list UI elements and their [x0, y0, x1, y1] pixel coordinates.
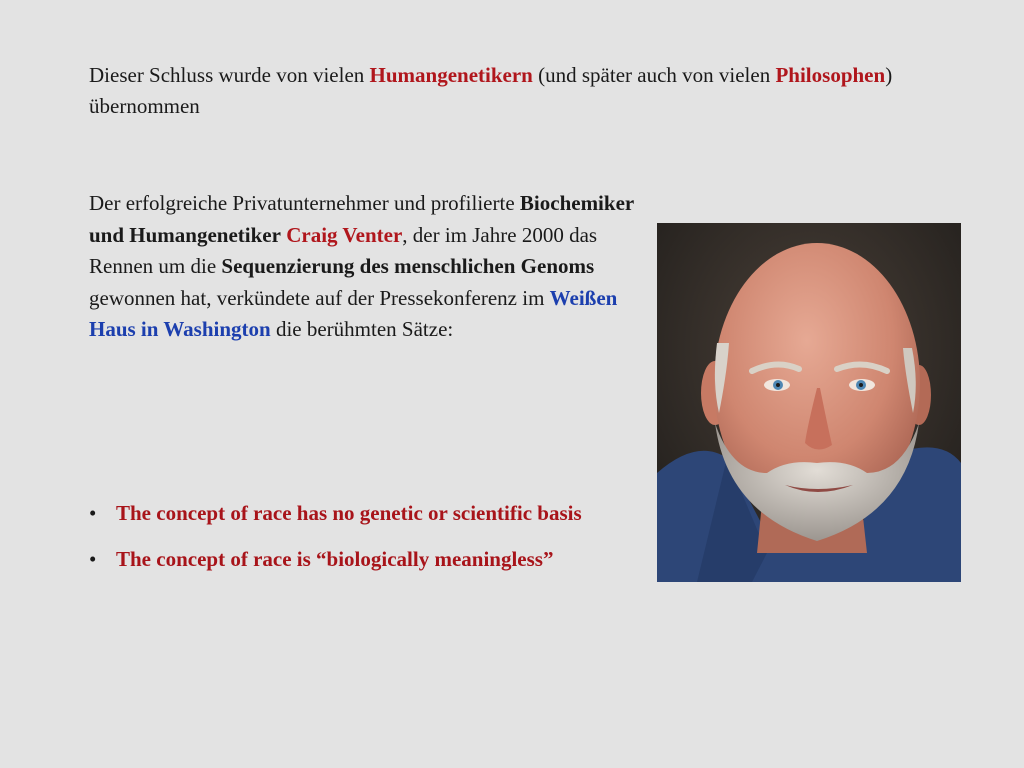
quote-item: [89, 498, 649, 529]
portrait-illustration: [657, 223, 961, 582]
intro-paragraph: [89, 60, 959, 122]
body-text-1: Der erfolgreiche Privatunternehmer und profilierte: [89, 191, 520, 215]
body-bold-biochemiker: Biochemiker und Humangenetiker: [89, 191, 634, 247]
intro-highlight-philosophen: Philosophen: [775, 63, 886, 87]
body-highlight-place: Weißen Haus in Washington: [89, 285, 618, 341]
body-text-4: gewonnen hat, verkündete auf der Pressekonferenz im: [89, 285, 550, 310]
venter-paragraph: [89, 188, 649, 346]
intro-text-2: (und später auch von vielen: [532, 63, 776, 87]
intro-highlight-humangenetikern: Humangenetikern: [369, 63, 533, 87]
intro-text-1: Dieser Schluss wurde von vielen: [89, 63, 370, 87]
body-bold-sequenzierung: Sequenzierung des menschlichen Genoms: [221, 254, 595, 278]
body-highlight-name: Craig Venter: [286, 222, 403, 247]
quote-text: The concept of race is “biologically meaningless”: [116, 547, 554, 571]
intro-text-3: ) übernommen: [89, 63, 893, 118]
quote-text: The concept of race has no genetic or scientific basis: [116, 501, 582, 525]
bullet-icon: •: [89, 547, 97, 571]
quote-item: [89, 544, 649, 575]
body-text-3: , der im Jahre 2000 das Rennen um die: [89, 222, 598, 278]
bullet-icon: •: [89, 501, 97, 525]
portrait-photo: [657, 223, 961, 582]
body-text-5: die berühmten Sätze:: [270, 317, 454, 341]
quote-list: [89, 498, 649, 590]
